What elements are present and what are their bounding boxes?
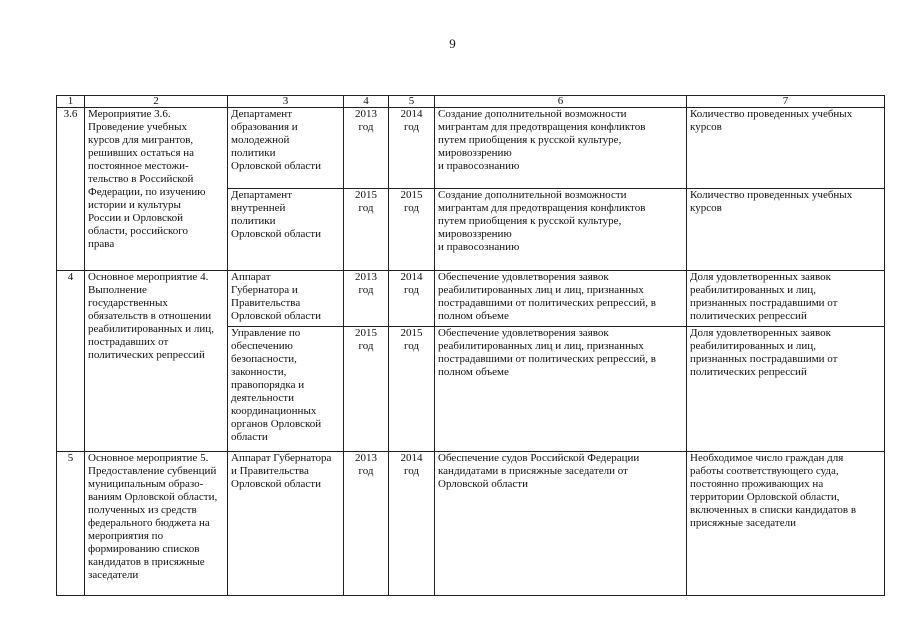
text-line: Орловской области (231, 228, 321, 240)
column-header: 4 (344, 96, 389, 108)
text-line: Федерации, по изучению (88, 186, 206, 198)
text-line: Обеспечение удовлетворения заявок (438, 271, 609, 283)
text-line: год (403, 465, 420, 477)
text-line: Количество проведенных учебных (690, 108, 853, 120)
text-line: и правосознанию (438, 241, 520, 253)
text-line: 2013 (355, 108, 377, 120)
text-line: Губернатора и (231, 284, 298, 296)
column-header: 6 (435, 96, 687, 108)
column-header: 2 (85, 96, 228, 108)
text-line: год (403, 121, 420, 133)
result-cell (435, 271, 687, 327)
table-row (57, 108, 885, 189)
text-line: год (358, 202, 374, 214)
text-line: ваниям Орловской области, (88, 491, 218, 503)
text-line: истории и культуры (88, 199, 181, 211)
result-cell (435, 189, 687, 271)
text-line: постоянно проживающих на (690, 478, 824, 490)
text-line: включенных в списки кандидатов в (690, 504, 857, 516)
result-cell (435, 452, 687, 596)
start-year-cell (344, 327, 389, 452)
text-line: 2013 (355, 452, 377, 464)
text-line: обеспечению (231, 340, 293, 352)
text-line: правопорядка и (231, 379, 305, 391)
result-cell (435, 327, 687, 452)
row-number: 4 (57, 271, 85, 452)
row-number: 3.6 (57, 108, 85, 271)
row-number: 5 (57, 452, 85, 596)
text-line: политики (231, 147, 276, 159)
text-line: курсов для мигрантов, (88, 134, 194, 146)
text-line: Аппарат (231, 271, 271, 283)
text-line: Количество проведенных учебных (690, 189, 853, 201)
text-line: кандидатов в присяжные (88, 556, 205, 568)
text-line: путем приобщения к русской культуре, (438, 134, 622, 146)
end-year-cell (389, 452, 435, 596)
executor-cell (228, 189, 344, 271)
text-line: мировоззрению (438, 228, 512, 240)
text-line: заседатели (88, 569, 139, 581)
column-header: 3 (228, 96, 344, 108)
table-row (57, 271, 885, 327)
text-line: политических репрессий (690, 310, 807, 322)
text-line: области, российского (88, 225, 188, 237)
text-line: политики (231, 215, 276, 227)
executor-cell (228, 452, 344, 596)
text-line: курсов (690, 121, 722, 133)
table-body (57, 96, 885, 596)
text-line: безопасности, (231, 353, 297, 365)
text-line: год (403, 340, 420, 352)
text-line: области (231, 431, 268, 443)
column-header: 1 (57, 96, 85, 108)
text-line: Предоставление субвенций (88, 465, 217, 477)
end-year-cell (389, 271, 435, 327)
text-line: политических репрессий (88, 349, 205, 361)
text-line: мигрантам для предотвращения конфликтов (438, 121, 646, 133)
text-line: признанных пострадавшими от (690, 297, 838, 309)
text-line: Правительства (231, 297, 301, 309)
text-line: Создание дополнительной возможности (438, 108, 627, 120)
result-cell (435, 108, 687, 189)
text-line: полном объеме (438, 310, 509, 322)
text-line: пострадавших от (88, 336, 169, 348)
text-line: деятельности (231, 392, 294, 404)
text-line: реабилитированных и лиц, (690, 284, 816, 296)
text-line: полученных из средств (88, 504, 197, 516)
text-line: Основное мероприятие 4. (88, 271, 209, 283)
text-line: мигрантам для предотвращения конфликтов (438, 202, 646, 214)
text-line: 2013 (355, 271, 377, 283)
start-year-cell (344, 108, 389, 189)
page-number: 9 (449, 36, 456, 51)
text-line: 2015 (355, 189, 377, 201)
text-line: формированию списков (88, 543, 200, 555)
text-line: год (403, 284, 420, 296)
text-line: Управление по (231, 327, 301, 339)
text-line: Мероприятие 3.6. (88, 108, 171, 120)
text-line: реабилитированных лиц и лиц, признанных (438, 284, 644, 296)
start-year-cell (344, 271, 389, 327)
text-line: пострадавшими от политических репрессий, в (438, 297, 656, 309)
executor-cell (228, 271, 344, 327)
text-line: политических репрессий (690, 366, 807, 378)
text-line: молодежной (231, 134, 290, 146)
text-line: Доля удовлетворенных заявок (690, 327, 831, 339)
text-line: муниципальным образо- (88, 478, 204, 490)
end-year-cell (389, 189, 435, 271)
indicator-cell (687, 189, 885, 271)
text-line: признанных пострадавшими от (690, 353, 838, 365)
text-line: и правосознанию (438, 160, 520, 172)
text-line: полном объеме (438, 366, 509, 378)
event-cell (85, 271, 228, 452)
text-line: мероприятия по (88, 530, 164, 542)
text-line: внутренней (231, 202, 286, 214)
text-line: 2014 (400, 452, 423, 464)
text-line: Орловской области (438, 478, 528, 490)
text-line: год (358, 465, 374, 477)
text-line: обязательств в отношении (88, 310, 212, 322)
text-line: образования и (231, 121, 298, 133)
text-line: 2015 (400, 189, 423, 201)
text-line: год (358, 121, 374, 133)
text-line: территории Орловской области, (690, 491, 840, 503)
text-line: путем приобщения к русской культуре, (438, 215, 622, 227)
column-header: 5 (389, 96, 435, 108)
text-line: реабилитированных лиц и лиц, признанных (438, 340, 644, 352)
text-line: Выполнение (88, 284, 147, 296)
text-line: 2014 (400, 271, 423, 283)
text-line: Проведение учебных (88, 121, 187, 133)
text-line: 2015 (355, 327, 377, 339)
text-line: Обеспечение удовлетворения заявок (438, 327, 609, 339)
text-line: 2014 (400, 108, 423, 120)
executor-cell (228, 327, 344, 452)
text-line: пострадавшими от политических репрессий, в (438, 353, 656, 365)
text-line: работы соответствующего суда, (690, 465, 839, 477)
text-line: курсов (690, 202, 722, 214)
start-year-cell (344, 189, 389, 271)
text-line: год (358, 340, 374, 352)
indicator-cell (687, 452, 885, 596)
text-line: законности, (231, 366, 287, 378)
text-line: решивших остаться на (88, 147, 195, 159)
text-line: федерального бюджета на (88, 517, 210, 529)
text-line: Департамент (231, 189, 293, 201)
text-line: реабилитированных и лиц, (88, 323, 214, 335)
text-line: органов Орловской (231, 418, 322, 430)
text-line: год (358, 284, 374, 296)
text-line: Обеспечение судов Российской Федерации (438, 452, 640, 464)
indicator-cell (687, 271, 885, 327)
text-line: Департамент (231, 108, 293, 120)
event-cell (85, 108, 228, 271)
text-line: Аппарат Губернатора (231, 452, 332, 464)
text-line: присяжные заседатели (690, 517, 796, 529)
events-table (56, 95, 885, 596)
text-line: Необходимое число граждан для (690, 452, 844, 464)
text-line: Создание дополнительной возможности (438, 189, 627, 201)
executor-cell (228, 108, 344, 189)
text-line: 2015 (400, 327, 423, 339)
table-header-row (57, 96, 885, 108)
text-line: год (403, 202, 420, 214)
text-line: координационных (231, 405, 317, 417)
table-row (57, 452, 885, 596)
indicator-cell (687, 327, 885, 452)
text-line: тельство в Российской (88, 173, 194, 185)
text-line: государственных (88, 297, 168, 309)
text-line: реабилитированных и лиц, (690, 340, 816, 352)
end-year-cell (389, 327, 435, 452)
text-line: Орловской области (231, 160, 321, 172)
text-line: мировоззрению (438, 147, 512, 159)
text-line: и Правительства (231, 465, 309, 477)
text-line: Орловской области (231, 310, 321, 322)
text-line: России и Орловской (88, 212, 184, 224)
column-header: 7 (687, 96, 885, 108)
indicator-cell (687, 108, 885, 189)
text-line: Основное мероприятие 5. (88, 452, 209, 464)
event-cell (85, 452, 228, 596)
start-year-cell (344, 452, 389, 596)
text-line: кандидатами в присяжные заседатели от (438, 465, 628, 477)
text-line: Орловской области (231, 478, 321, 490)
text-line: Доля удовлетворенных заявок (690, 271, 831, 283)
text-line: права (88, 238, 115, 250)
text-line: постоянное местожи- (88, 160, 189, 172)
end-year-cell (389, 108, 435, 189)
